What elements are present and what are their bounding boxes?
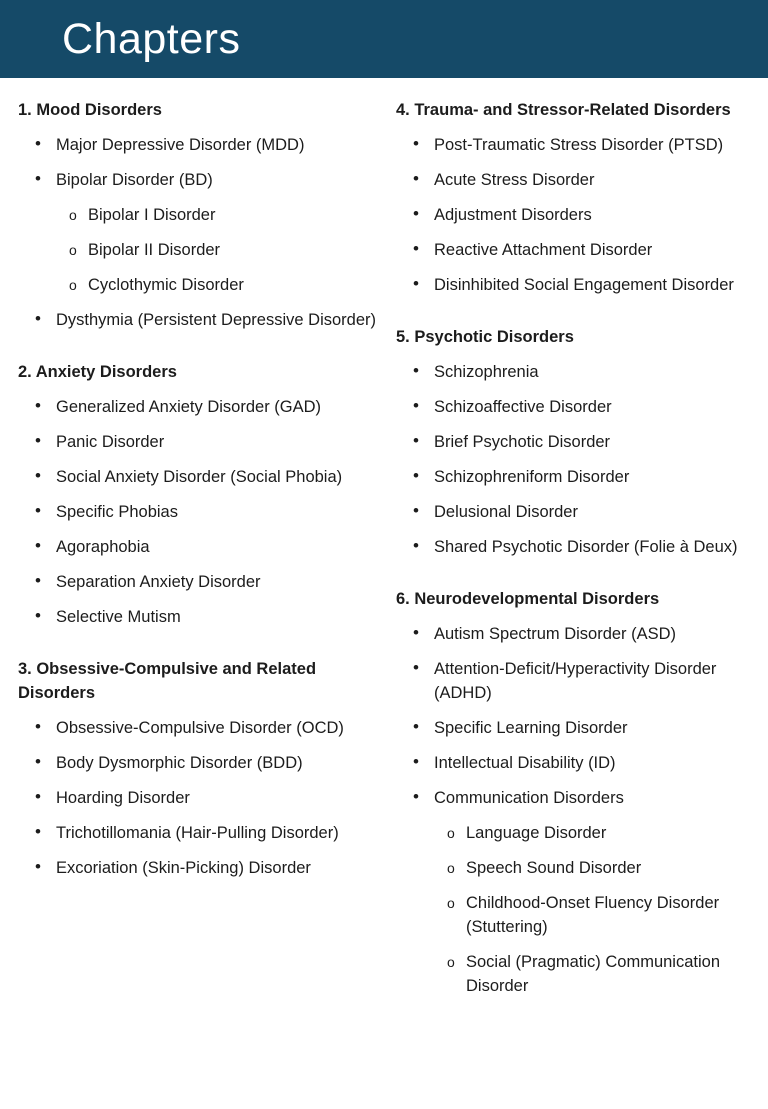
chapter-title: 2. Anxiety Disorders bbox=[18, 363, 177, 381]
chapter-section bbox=[18, 98, 378, 332]
disorder-item: • Brief Psychotic Disorder bbox=[396, 430, 762, 454]
disorder-item: • Excoriation (Skin-Picking) Disorder bbox=[18, 856, 378, 880]
disorder-list bbox=[18, 395, 378, 629]
disorder-item: • Body Dysmorphic Disorder (BDD) bbox=[18, 751, 378, 775]
disorder-subitem: o Speech Sound Disorder bbox=[396, 856, 762, 880]
right-column bbox=[396, 98, 762, 1026]
disorder-item: • Social Anxiety Disorder (Social Phobia) bbox=[18, 465, 378, 489]
left-column bbox=[18, 98, 378, 908]
disorder-list bbox=[396, 622, 762, 998]
chapter-title: 6. Neurodevelopmental Disorders bbox=[396, 590, 660, 608]
disorder-item: • Obsessive-Compulsive Disorder (OCD) bbox=[18, 716, 378, 740]
disorder-subitem: o Language Disorder bbox=[396, 821, 762, 845]
chapter-title: 3. Obsessive-Compulsive and Related Disorders bbox=[18, 660, 317, 702]
disorder-item: • Panic Disorder bbox=[18, 430, 378, 454]
disorder-subitem: o Bipolar I Disorder bbox=[18, 203, 378, 227]
chapter-title: 5. Psychotic Disorders bbox=[396, 328, 574, 346]
chapter-section bbox=[396, 325, 762, 559]
disorder-item: • Acute Stress Disorder bbox=[396, 168, 762, 192]
disorder-item: • Intellectual Disability (ID) bbox=[396, 751, 762, 775]
disorder-list bbox=[18, 133, 378, 332]
disorder-item: • Adjustment Disorders bbox=[396, 203, 762, 227]
disorder-item: • Shared Psychotic Disorder (Folie à Deux) bbox=[396, 535, 762, 559]
disorder-item: • Schizoaffective Disorder bbox=[396, 395, 762, 419]
disorder-item: • Generalized Anxiety Disorder (GAD) bbox=[18, 395, 378, 419]
chapter-section bbox=[396, 98, 762, 297]
disorder-subitem: o Bipolar II Disorder bbox=[18, 238, 378, 262]
disorder-item: • Hoarding Disorder bbox=[18, 786, 378, 810]
disorder-list bbox=[396, 360, 762, 559]
chapter-title: 4. Trauma- and Stressor-Related Disorders bbox=[396, 101, 731, 119]
chapter-section bbox=[396, 587, 762, 998]
disorder-subitem: o Cyclothymic Disorder bbox=[18, 273, 378, 297]
disorder-item: • Specific Phobias bbox=[18, 500, 378, 524]
disorder-item: • Communication Disorders bbox=[396, 786, 762, 810]
disorder-item: • Delusional Disorder bbox=[396, 500, 762, 524]
disorder-subitem: o Social (Pragmatic) Communication Disorder bbox=[396, 950, 762, 998]
page-title: Chapters bbox=[62, 15, 241, 63]
disorder-item: • Dysthymia (Persistent Depressive Disorder) bbox=[18, 308, 378, 332]
disorder-subitem: o Childhood-Onset Fluency Disorder (Stuttering) bbox=[396, 891, 762, 939]
disorder-item: • Post-Traumatic Stress Disorder (PTSD) bbox=[396, 133, 762, 157]
header-banner bbox=[0, 0, 768, 78]
chapter-section bbox=[18, 360, 378, 629]
disorder-item: • Attention-Deficit/Hyperactivity Disorder (ADHD) bbox=[396, 657, 762, 705]
disorder-item: • Selective Mutism bbox=[18, 605, 378, 629]
disorder-item: • Schizophreniform Disorder bbox=[396, 465, 762, 489]
disorder-item: • Agoraphobia bbox=[18, 535, 378, 559]
chapter-section bbox=[18, 657, 378, 880]
disorder-list bbox=[396, 133, 762, 297]
disorder-item: • Disinhibited Social Engagement Disorder bbox=[396, 273, 762, 297]
disorder-item: • Major Depressive Disorder (MDD) bbox=[18, 133, 378, 157]
disorder-item: • Bipolar Disorder (BD) bbox=[18, 168, 378, 192]
disorder-item: • Autism Spectrum Disorder (ASD) bbox=[396, 622, 762, 646]
disorder-item: • Trichotillomania (Hair-Pulling Disorder) bbox=[18, 821, 378, 845]
disorder-item: • Schizophrenia bbox=[396, 360, 762, 384]
disorder-item: • Reactive Attachment Disorder bbox=[396, 238, 762, 262]
disorder-list bbox=[18, 716, 378, 880]
chapter-title: 1. Mood Disorders bbox=[18, 101, 162, 119]
disorder-item: • Specific Learning Disorder bbox=[396, 716, 762, 740]
disorder-item: • Separation Anxiety Disorder bbox=[18, 570, 378, 594]
